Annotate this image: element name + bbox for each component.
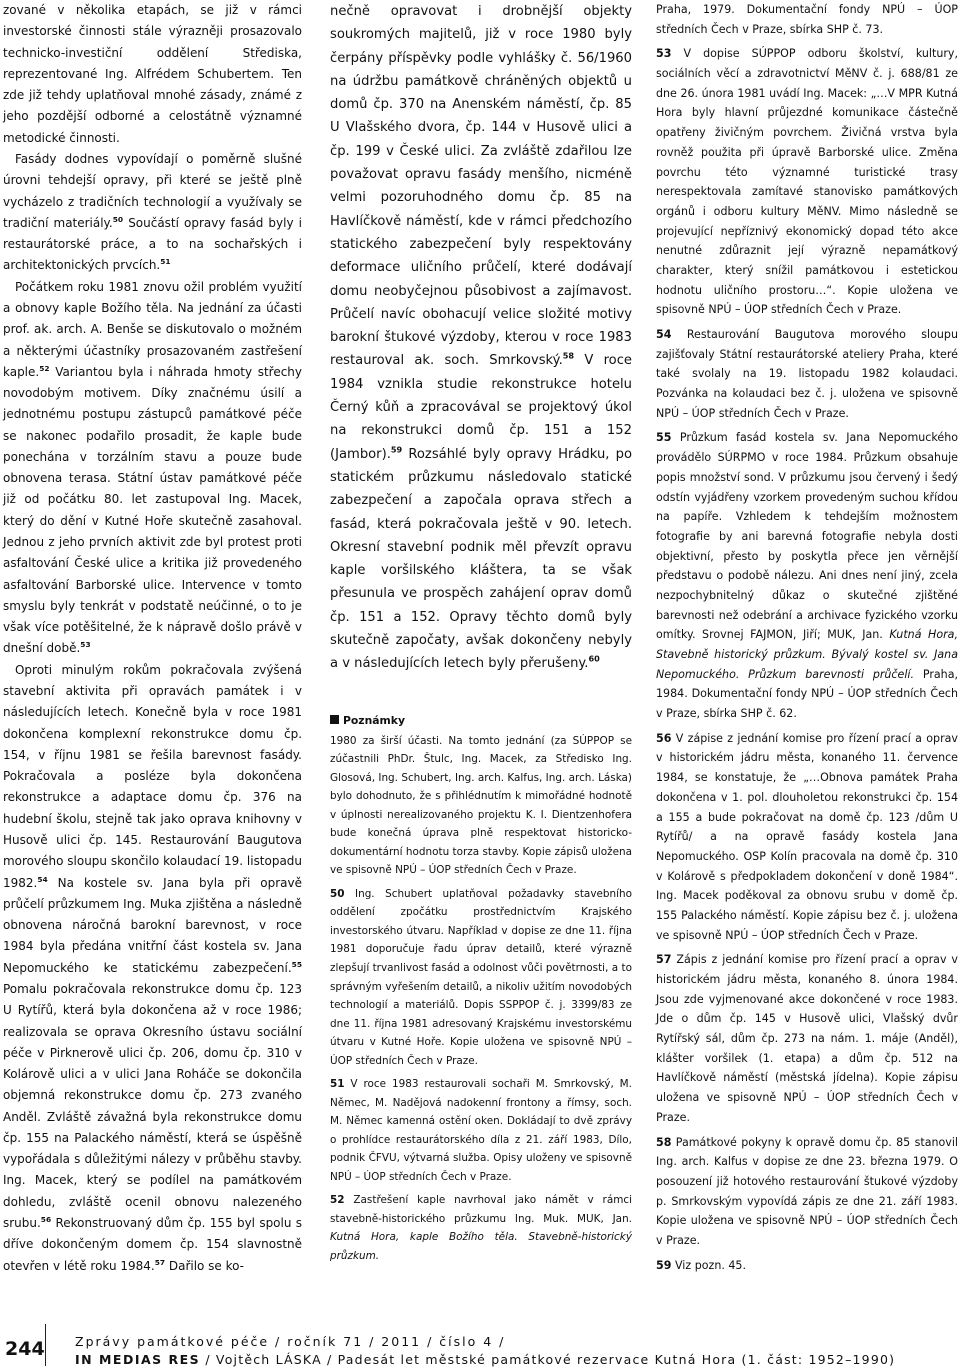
note-number: 53 [656,47,672,61]
note: 57 Zápis z jednání komise pro řízení prací a oprav v historickém jádru města, konaného 8. února 1984. Jsou zde vyjmenované akce dokončené v roce 1983. Jde o dům čp. 145 v Husově ulici, Vlašský dvůr Rytířský sál, dům čp. 273 na nám. 1. máje (Anděl), klášter voršilek (1. etapa) a dům čp. 512 na Havlíčkově náměstí (městská jídelna). Kopie zápisu uložena ve spisovně NPÚ – ÚOP středních Čech v Praze. [656,953,958,1124]
note: 54 Restaurování Baugutova morového sloupu zajišťovaly Státní restaurátorské ateliery Praha, které také svolaly na 19. listopadu 1982 kolaudaci. Pozvánka na kolaudaci bez č. j. uložena ve spisovně NPÚ – ÚOP středních Čech v Praze. [656,328,958,420]
footnote-ref[interactable]: 50 [112,214,124,224]
note-number: 54 [656,328,672,341]
note-number: 52 [330,1194,345,1207]
page-footer [0,1318,960,1367]
note: 58 Památkové pokyny k opravě domu čp. 85 stanovil Ing. arch. Kalfus v dopise ze dne 23. března 1979. O posouzení již hotového restaurování štukové výzdoby p. Smrkovským vypovídá zápis ze dne 21. září 1983. Kopie uložena ve spisovně NPÚ – ÚOP středních Čech v Praze. [656,1135,958,1247]
note: 56 V zápise z jednání komise pro řízení prací a oprav v historickém jádru města, konaného 11. července 1984, se konstatuje, že „…Obnova památek Praha dokončena v 1. pol. dlouholetou rekonstrukci čp. 154 a 155 a bude pokračovat na domě čp. 123 /dům U Rytířů/ a na opravě fasády kostela Jana Nepomuckého. OSP Kolín pracovala na domě čp. 310 v Kolárově s předpokladem dokončení v doně 1984“. Ing. Macek poděkoval za obnovu srubu v domě čp. 155 Palackého náměstí. Kopie zápisu bez č. j. uložena ve spisovně NPÚ – ÚOP středních Čech v Praze. [656,731,958,942]
note: 53 V dopise SÚPPOP odboru školství, kultury, sociálních věcí a zdravotnictví MěNV č. j. 688/81 ze dne 26. února 1981 uvádí Ing. Macek: „…V MPR Kutná Hora byly hlavní průjezdné komunikace částečně opatřeny živičným povrchem. Živičná vrstva byla rovněž použita při úpravě Barborské ulice. Změna povrchu této významné turistické trasy nerespektovala zamítavé stanovisko památkových orgánů i odboru kultury MěNV. Mimo následně se projevující nepříznivý ekonomický dopad této akce nenutné zdůraznit její výrazně nepamátkový charakter, který snížil památkovou i estetickou hodnotu uličního prostoru…“. Kopie uložena ve spisovně NPÚ – ÚOP středních Čech v Praze. [656,47,958,317]
note-number: 56 [656,731,672,745]
note-number: 57 [656,953,672,967]
footer-divider [45,1324,46,1366]
page-number: 244 [5,1338,45,1360]
section-name: IN MEDIAS RES [75,1352,201,1367]
paragraph: zované v několika etapách, se již v rámci investorské činnosti stále výrazněji prosazovalo technicko-investiční oddělení Střediska, reprezentované Ing. Alfrédem Schubertem. Ten zde již tehdy uplatňoval mnohé zásady, známé z jeho pozdější odborné a celostátně významné metodické činnosti. [3,3,302,145]
footnote-ref[interactable]: 60 [588,653,600,664]
note: 55 Průzkum fasád kostela sv. Jana Nepomuckého provádělo SÚRPMO v roce 1984. Průzkum obsahuje popis množství sond. V průzkumu jsou červený i šedý odstín vyjádřeny vzorkem provedeným suchou křídou na papíře. Vzhledem k tehdejším možnostem fotografie by ani barevná fotografie nebyla dosti objektivní, přesto by poskytla přece jen věrnější představu o podobě nálezu. Ani dnes není jiný, zcela nezpochybnitelný důkaz o skutečné zjištěné barevnosti než odebrání a archivace fyzického vzorku omítky. Srovnej FAJMON, Jiří; MUK, Jan. Kutná Hora, Stavebně historický průzkum. Bývalý kostel sv. Jana Nepomuckého. Průzkum barevnosti průčelí. Praha, 1984. Dokumentační fondy NPÚ – ÚOP středních Čech v Praze, sbírka SHP č. 62. [656,431,958,721]
footnote-ref[interactable]: 54 [37,874,48,884]
article-author-title: / Vojtěch LÁSKA / Padesát let městské památkové rezervace Kutná Hora (1. část: 1952–1990) [200,1352,896,1367]
note-number: 50 [330,887,345,900]
footnote-ref[interactable]: 59 [390,443,403,454]
text-column-2 [330,0,632,1265]
paragraph: Počátkem roku 1981 znovu ožil problém využití a obnovy kaple Božího těla. Na jednání za účasti prof. ak. arch. A. Benše se diskutovalo o možném a některými účastníky prosazovaném zastřešení kaple.$^{52}$ Variantou byla i náhrada hmoty střechy novodobým motivem. Díky značnému úsilí a jednotnému postupu zástupců památkové péče se nakonec podařilo prosadit, že kaple bude ponechána v torzálním stavu a pouze bude obnovena terasa. Státní ústav památkové péče již od počátku 80. let zastupoval Ing. Macek, který do dění v Kutné Hoře skutečně zasahoval. Jednou z jeho prvních aktivit zde byl protest proti asfaltování České ulice a kritika již provedeného asfaltování Barborské ulice. Intervence v tomto smyslu byly tenkrát v podstatě neúčinné, o to je však více potěšitelné, že k nápravě došlo právě v dnešní době.$^{53}$ [3,279,302,656]
article-citation [75,1352,895,1367]
footnote-ref[interactable]: 53 [80,640,91,650]
note-number: 55 [656,431,672,445]
note: 59 Viz pozn. 45. [656,1258,746,1272]
square-bullet-icon [330,715,339,724]
note-number: 59 [656,1258,672,1272]
notes-column-3 [656,0,958,1275]
notes-heading: Poznámky [330,712,632,730]
journal-citation: Zprávy památkové péče / ročník 71 / 2011 / číslo 4 / [75,1334,506,1349]
note: 52 Zastřešení kaple navrhoval jako námět v rámci stavebně-historického průzkumu Ing. Muk. MUK, Jan. Kutná Hora, kaple Božího těla. Stavebně-historický průzkum. [330,1194,632,1262]
note: Praha, 1979. Dokumentační fondy NPÚ – ÚOP středních Čech v Praze, sbírka SHP č. 73. [656,3,958,36]
paragraph: Fasády dodnes vypovídají o poměrně slušné úrovni tehdejší opravy, při které se ještě plně vycházelo z tradičních technologií a využívaly se tradiční materiály.$^{50}$ Součástí opravy fasád byly i restaurátorské práce, a to na sochařských i architektonických prvcích.$^{51}$ [3,151,302,273]
note: 1980 za širší účasti. Na tomto jednání (za SÚPPOP se zúčastnili PhDr. Štulc, Ing. Macek, za Středisko Ing. Glosová, Ing. Schubert, Ing. arch. Kalfus, Ing. arch. Láska) bylo dohodnuto, že s přihlédnutím k mimořádné hodnotě v úplnosti nerealizovaného projektu K. I. Dientzenhofera bude konečná úprava plně respektovat historicko-dokumentární hodnotu torza stavby. Kopie zápisů uložena ve spisovně NPÚ – ÚOP středních Čech v Praze. [330,734,632,877]
note-number: 58 [656,1135,672,1149]
footnote-ref[interactable]: 56 [40,1214,52,1224]
footnote-ref[interactable]: 57 [154,1257,166,1267]
note: 51 V roce 1983 restaurovali sochaři M. Smrkovský, M. Němec, M. Nadějová nadokenní frontony a římsy, soch. M. Němec kamenná ostění oken. Dokládají to dvě zprávy o prohlídce restaurátorského díla z 21. září 1983, Dílo, podnik ČFVU, výtvarná služba. Opisy uloženy ve spisovně NPÚ – ÚOP středních Čech v Praze. [330,1078,632,1183]
footnote-ref[interactable]: 55 [291,959,302,969]
notes-list [330,732,632,1266]
paragraph: Oproti minulým rokům pokračovala zvýšená stavební aktivita při opravách památek i v následujících letech. Konečně byla v roce 1981 dokončena komplexní rekonstrukce domu čp. 154, v říjnu 1981 se řešila barevnost fasády. Pokračovala a posléze byla dokončena rekonstrukce a adaptace domu čp. 376 na hudební školu, stejně tak jako oprava knihovny v Husově ulici čp. 145. Restaurování Baugutova morového sloupu skončilo kolaudací 19. listopadu 1982.54 Na kostele sv. Jana byla při opravě průčelí průzkumem Ing. Muka zjištěna a následně obnovena náročná barokní barevnost, v roce 1984 byla předána vnitřní část kostela sv. Jana Nepomuckého ke statickému zabezpečení.$^{55}$ Pomalu pokračovala rekonstrukce domu čp. 123 U Rytířů, která byla dokončena až v roce 1986; realizovala se oprava Okresního ústavu sociální péče v Pirknerově ulici čp. 206, domu čp. 310 v Kolárově ulici a v ulici Jana Roháče se dokončila objemná rekonstrukce domu čp. 273 zvaného Anděl. Zvláště závažná byla rekonstrukce domu čp. 155 na Palackého náměstí, která se úspěšně vypořádala s důležitými nálezy v průběhu stavby. Ing. Macek, který se podílel na památkovém dohledu, zvláště ocenil obnovu nalezeného srubu.$^{56}$ Rekonstruovaný dům čp. 155 byl spolu s dříve dokončeným domem čp. 154 slavnostně otevřen v létě roku 1984.57 Dařilo se ko- [3,662,302,1273]
footnote-ref[interactable]: 58 [562,350,575,361]
footnote-ref[interactable]: 51 [160,257,171,267]
note: 50 Ing. Schubert uplatňoval požadavky stavebního oddělení zpočátku prostřednictvím Krajského investorského útvaru. Například v dopise ze dne 11. října 1981 doporučuje řadu úprav detailů, které výrazně zlepšují trvanlivost fasád a odolnost vůči povětrnosti, a to správným vyřešením detailů, a nikoliv užitím novodobých technologií a materiálů. Dopis SSPPOP č. j. 3399/83 ze dne 11. října 1981 adresovaný Krajskému investorskému útvaru v Kutné Hoře. Kopie uložena ve spisovně NPÚ – ÚOP středních Čech v Praze. [330,887,632,1067]
text-column-1 [3,0,302,1277]
footnote-ref[interactable]: 52 [39,363,50,373]
note-number: 51 [330,1078,345,1091]
paragraph: nečně opravovat i drobnější objekty soukromých majitelů, již v roce 1980 byly čerpány příspěvky podle vyhlášky č. 56/1960 na údržbu památkově chráněných objektů u domů čp. 370 na Anenském náměstí, čp. 85 U Vlašského dvora, čp. 144 v Husově ulici a čp. 199 v České ulici. Za zvláště zdařilou lze považovat opravu fasády menšího, nicméně velmi pozoruhodného domu čp. 85 na Havlíčkově náměstí, kde v rámci předchozího statického zabezpečení byly respektovány deformace uličního průčelí, které dodávají domu neobyčejnou působivost a zajímavost. Průčelí navíc obohacují velice složité motivy barokní štukové výzdoby, kterou v roce 1983 restauroval ak. soch. Smrkovský.$^{58}$ V roce 1984 vznikla studie rekonstrukce hotelu Černý kůň a zpracovával se projektový úkol na rekonstrukci domů čp. 151 a 152 (Jambor).$^{59}$ Rozsáhlé byly opravy Hrádku, po statickém průzkumu následovalo statické zabezpečení a započala oprava střech a fasád, která pokračovala ještě v 90. letech. Okresní stavební podnik měl převzít opravu kaple voršilského kláštera, ta se však přesunula ve prospěch zahájení oprav domů čp. 151 a 152. Opravy těchto domů byly skutečně započaty, avšak dokončeny nebyly a v následujících letech byly přerušeny.$^{60}$ [330,4,632,672]
